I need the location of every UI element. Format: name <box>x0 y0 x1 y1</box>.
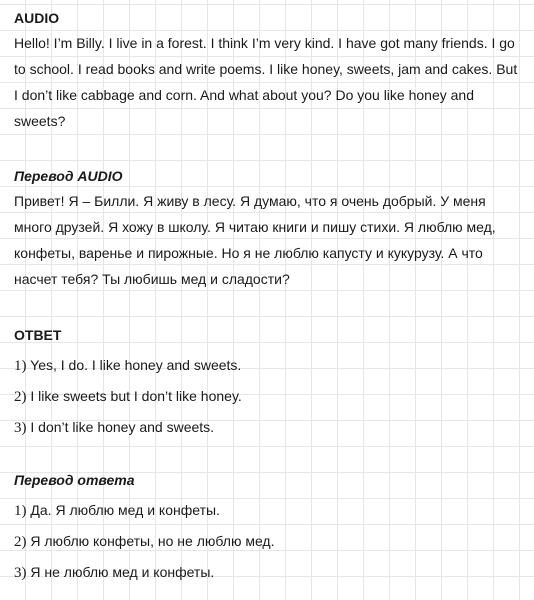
translation-answer-item <box>14 495 524 526</box>
answer-text: I don’t like honey and sweets. <box>30 419 215 435</box>
answer-heading: ОТВЕТ <box>14 327 62 343</box>
translation-answer-item <box>14 557 524 588</box>
translation-answer-heading: Перевод ответа <box>14 472 135 488</box>
answer-number: 3) <box>14 420 27 436</box>
answer-item <box>14 381 524 412</box>
answer-number: 1) <box>14 358 27 374</box>
answer-number: 2) <box>14 534 27 550</box>
translation-audio-section <box>14 166 524 292</box>
answer-number: 3) <box>14 565 27 581</box>
answer-text: Yes, I do. I like honey and sweets. <box>30 357 242 373</box>
answer-item <box>14 412 524 443</box>
translation-answer-list <box>14 490 524 588</box>
answer-list <box>14 345 524 443</box>
translation-answer-item <box>14 526 524 557</box>
translation-audio-heading: Перевод AUDIO <box>14 168 123 184</box>
answer-text: Да. Я люблю мед и конфеты. <box>30 502 220 518</box>
answer-text: Я люблю конфеты, но не люблю мед. <box>30 533 275 549</box>
answer-section <box>14 325 524 443</box>
audio-heading: AUDIO <box>14 10 60 26</box>
answer-number: 1) <box>14 503 27 519</box>
translation-audio-text: Привет! Я – Билли. Я живу в лесу. Я думаю, что я очень добрый. У меня много друзей. Я хожу в школу. Я читаю книги и пишу стихи. Я люблю мед, конфеты, варенье и пирожные. Но я не люблю капусту и кукурузу. А что насчет тебя? Ты любишь мед и сладости? <box>14 193 496 287</box>
audio-section <box>14 8 524 134</box>
answer-text: Я не люблю мед и конфеты. <box>30 564 215 580</box>
translation-answer-section <box>14 470 524 588</box>
answer-number: 2) <box>14 389 27 405</box>
audio-text: Hello! I’m Billy. I live in a forest. I think I’m very kind. I have got many friends. I go to school. I read books and write poems. I like honey, sweets, jam and cakes. But I don’t like cabbage and corn. And what about you? Do you like honey and sweets? <box>14 35 518 129</box>
answer-text: I like sweets but I don’t like honey. <box>30 388 242 404</box>
answer-item <box>14 350 524 381</box>
